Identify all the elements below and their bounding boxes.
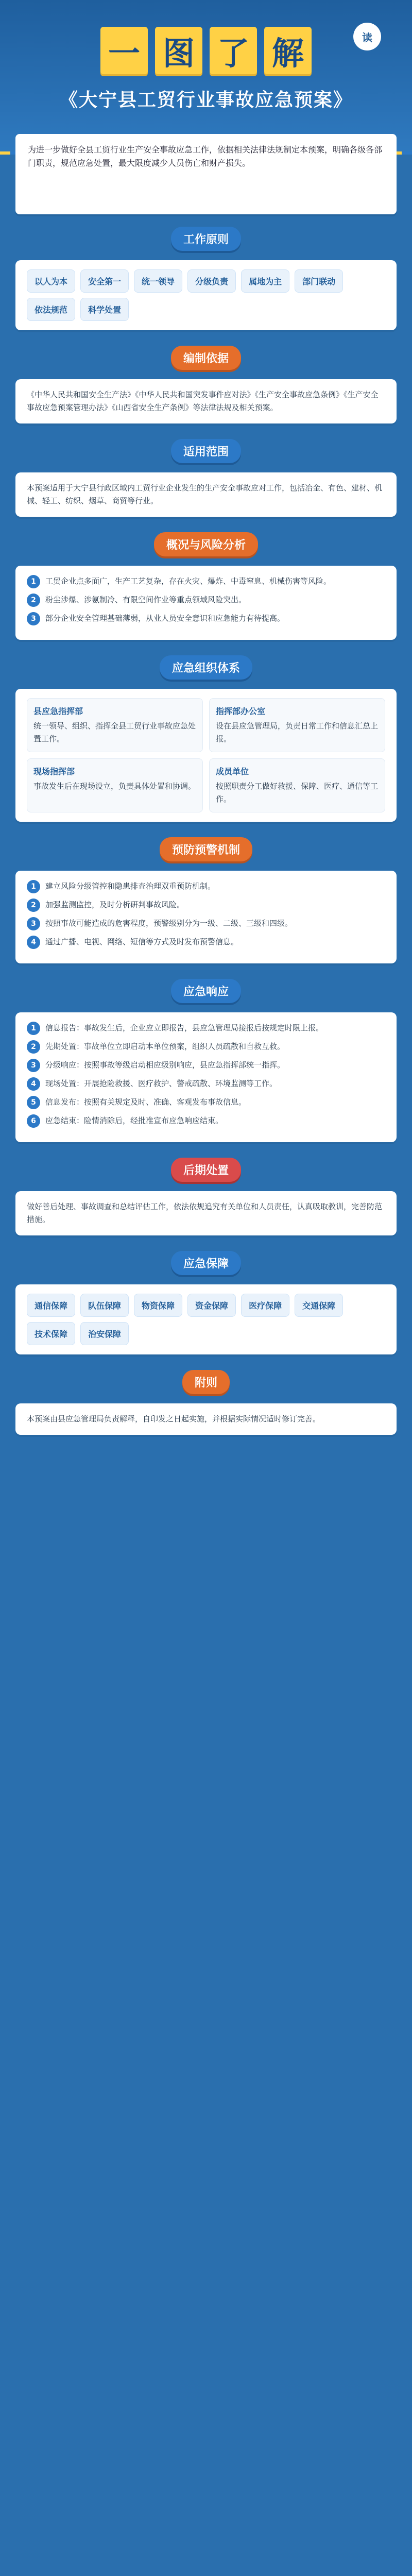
section-support-header [0, 1251, 412, 1275]
risk-num: 2 [27, 594, 40, 607]
principles-chips [27, 269, 385, 321]
page-title: 《大宁县工贸行业事故应急预案》 [59, 90, 353, 111]
warning-list [27, 880, 385, 949]
section-aftermath-title: 后期处置 [171, 1158, 241, 1182]
section-response [15, 1012, 397, 1142]
org-grid [27, 698, 385, 812]
response-text: 先期处置：事故单位立即启动本单位预案，组织人员疏散和自救互救。 [45, 1042, 285, 1051]
logo-char-2: 图 [155, 27, 202, 74]
header [0, 0, 412, 155]
read-badge: 读 [353, 23, 381, 50]
warning-item [27, 880, 385, 893]
logo-char-1: 一 [100, 27, 148, 74]
appendix-text: 本预案由县应急管理局负责解释，自印发之日起实施，并根据实际情况适时修订完善。 [27, 1414, 321, 1423]
risk-text: 粉尘涉爆、涉氨制冷、有限空间作业等重点领域风险突出。 [45, 595, 247, 604]
section-risks-header [0, 532, 412, 556]
org-card-title: 成员单位 [216, 767, 249, 776]
principle-chip: 部门联动 [295, 269, 343, 293]
principle-chip: 以人为本 [27, 269, 75, 293]
org-card-title: 县应急指挥部 [33, 706, 83, 716]
org-card [27, 758, 203, 812]
support-chip: 治安保障 [80, 1322, 129, 1345]
section-support-title: 应急保障 [171, 1251, 241, 1275]
org-card-text: 设在县应急管理局，负责日常工作和信息汇总上报。 [216, 721, 379, 743]
logo-box [100, 27, 312, 74]
response-item [27, 1022, 385, 1035]
response-list [27, 1022, 385, 1128]
risk-num: 1 [27, 575, 40, 588]
support-chip: 物资保障 [134, 1294, 182, 1317]
section-risks [15, 566, 397, 640]
response-item [27, 1040, 385, 1054]
warning-item [27, 936, 385, 949]
principle-chip: 属地为主 [241, 269, 289, 293]
section-appendix-header [0, 1370, 412, 1394]
section-basis-title: 编制依据 [171, 346, 241, 370]
response-text: 信息发布：按照有关规定及时、准确、客观发布事故信息。 [45, 1097, 247, 1107]
intro-card [15, 134, 397, 214]
warning-text: 通过广播、电视、网络、短信等方式及时发布预警信息。 [45, 937, 239, 946]
basis-text: 《中华人民共和国安全生产法》《中华人民共和国突发事件应对法》《生产安全事故应急条例》《生产安全事故应急预案管理办法》《山西省安全生产条例》等法律法规及相关预案。 [27, 390, 379, 412]
warning-item [27, 899, 385, 912]
section-principles-title: 工作原则 [171, 227, 241, 251]
org-card-title: 指挥部办公室 [216, 706, 266, 716]
response-text: 现场处置：开展抢险救援、医疗救护、警戒疏散、环境监测等工作。 [45, 1079, 278, 1088]
principle-chip: 科学处置 [80, 298, 129, 321]
section-basis [15, 379, 397, 423]
risk-item [27, 612, 385, 625]
response-num: 2 [27, 1040, 40, 1054]
risk-text: 部分企业安全管理基础薄弱，从业人员安全意识和应急能力有待提高。 [45, 614, 285, 623]
org-card-text: 按照职责分工做好救援、保障、医疗、通信等工作。 [216, 782, 379, 804]
org-card [209, 698, 385, 752]
org-card-title: 现场指挥部 [33, 767, 75, 776]
response-text: 应急结束：险情消除后，经批准宣布应急响应结束。 [45, 1116, 224, 1125]
section-scope [15, 472, 397, 517]
risks-list [27, 575, 385, 625]
support-chip: 技术保障 [27, 1322, 75, 1345]
logo-char-4: 解 [264, 27, 312, 74]
warning-num: 3 [27, 917, 40, 930]
support-chip: 队伍保障 [80, 1294, 129, 1317]
response-num: 3 [27, 1059, 40, 1072]
section-principles-header [0, 227, 412, 251]
section-aftermath-header [0, 1158, 412, 1182]
org-card [27, 698, 203, 752]
response-num: 6 [27, 1114, 40, 1128]
section-risks-title: 概况与风险分析 [154, 532, 258, 556]
warning-num: 2 [27, 899, 40, 912]
section-response-title: 应急响应 [171, 979, 241, 1003]
response-num: 4 [27, 1077, 40, 1091]
scope-text: 本预案适用于大宁县行政区域内工贸行业企业发生的生产安全事故应对工作，包括冶金、有色、建材、机械、轻工、纺织、烟草、商贸等行业。 [27, 483, 383, 505]
section-appendix-title: 附则 [182, 1370, 230, 1394]
response-num: 1 [27, 1022, 40, 1035]
support-chip: 通信保障 [27, 1294, 75, 1317]
risk-item [27, 575, 385, 588]
principle-chip: 分级负责 [187, 269, 236, 293]
logo-char-3: 了 [210, 27, 257, 74]
section-org [15, 689, 397, 822]
warning-num: 4 [27, 936, 40, 949]
risk-text: 工贸企业点多面广，生产工艺复杂，存在火灾、爆炸、中毒窒息、机械伤害等风险。 [45, 577, 332, 586]
section-basis-header [0, 346, 412, 370]
risk-item [27, 594, 385, 607]
warning-item [27, 917, 385, 930]
support-chips [27, 1294, 385, 1345]
section-warning [15, 871, 397, 963]
org-card [209, 758, 385, 812]
warning-text: 加强监测监控，及时分析研判事故风险。 [45, 900, 185, 909]
section-principles [15, 260, 397, 330]
aftermath-text: 做好善后处理、事故调查和总结评估工作，依法依规追究有关单位和人员责任，认真吸取教训，完善防范措施。 [27, 1202, 383, 1224]
org-card-text: 统一领导、组织、指挥全县工贸行业事故应急处置工作。 [33, 721, 196, 743]
warning-num: 1 [27, 880, 40, 893]
response-text: 信息报告：事故发生后，企业应立即报告，县应急管理局接报后按规定时限上报。 [45, 1023, 324, 1032]
footer-space [0, 1447, 412, 1468]
section-scope-header [0, 439, 412, 463]
principle-chip: 统一领导 [134, 269, 182, 293]
response-item [27, 1059, 385, 1072]
warning-text: 按照事故可能造成的危害程度，预警级别分为一级、二级、三级和四级。 [45, 919, 293, 928]
support-chip: 交通保障 [295, 1294, 343, 1317]
response-num: 5 [27, 1096, 40, 1109]
section-org-title: 应急组织体系 [160, 655, 252, 680]
intro-text: 为进一步做好全县工贸行业生产安全事故应急工作，依据相关法律法规制定本预案，明确各级各部门职责，规范应急处置，最大限度减少人员伤亡和财产损失。 [28, 145, 383, 168]
principle-chip: 依法规范 [27, 298, 75, 321]
section-org-header [0, 655, 412, 680]
section-response-header [0, 979, 412, 1003]
section-aftermath [15, 1191, 397, 1235]
section-support [15, 1284, 397, 1354]
principle-chip: 安全第一 [80, 269, 129, 293]
risk-num: 3 [27, 612, 40, 625]
response-item [27, 1096, 385, 1109]
response-item [27, 1077, 385, 1091]
section-warning-title: 预防预警机制 [160, 837, 252, 861]
response-item [27, 1114, 385, 1128]
org-card-text: 事故发生后在现场设立，负责具体处置和协调。 [33, 782, 196, 791]
header-logo [21, 20, 391, 81]
section-warning-header [0, 837, 412, 861]
warning-text: 建立风险分级管控和隐患排查治理双重预防机制。 [45, 882, 216, 891]
response-text: 分级响应：按照事故等级启动相应级别响应，县应急指挥部统一指挥。 [45, 1060, 285, 1070]
support-chip: 资金保障 [187, 1294, 236, 1317]
support-chip: 医疗保障 [241, 1294, 289, 1317]
section-appendix [15, 1403, 397, 1435]
section-scope-title: 适用范围 [171, 439, 241, 463]
